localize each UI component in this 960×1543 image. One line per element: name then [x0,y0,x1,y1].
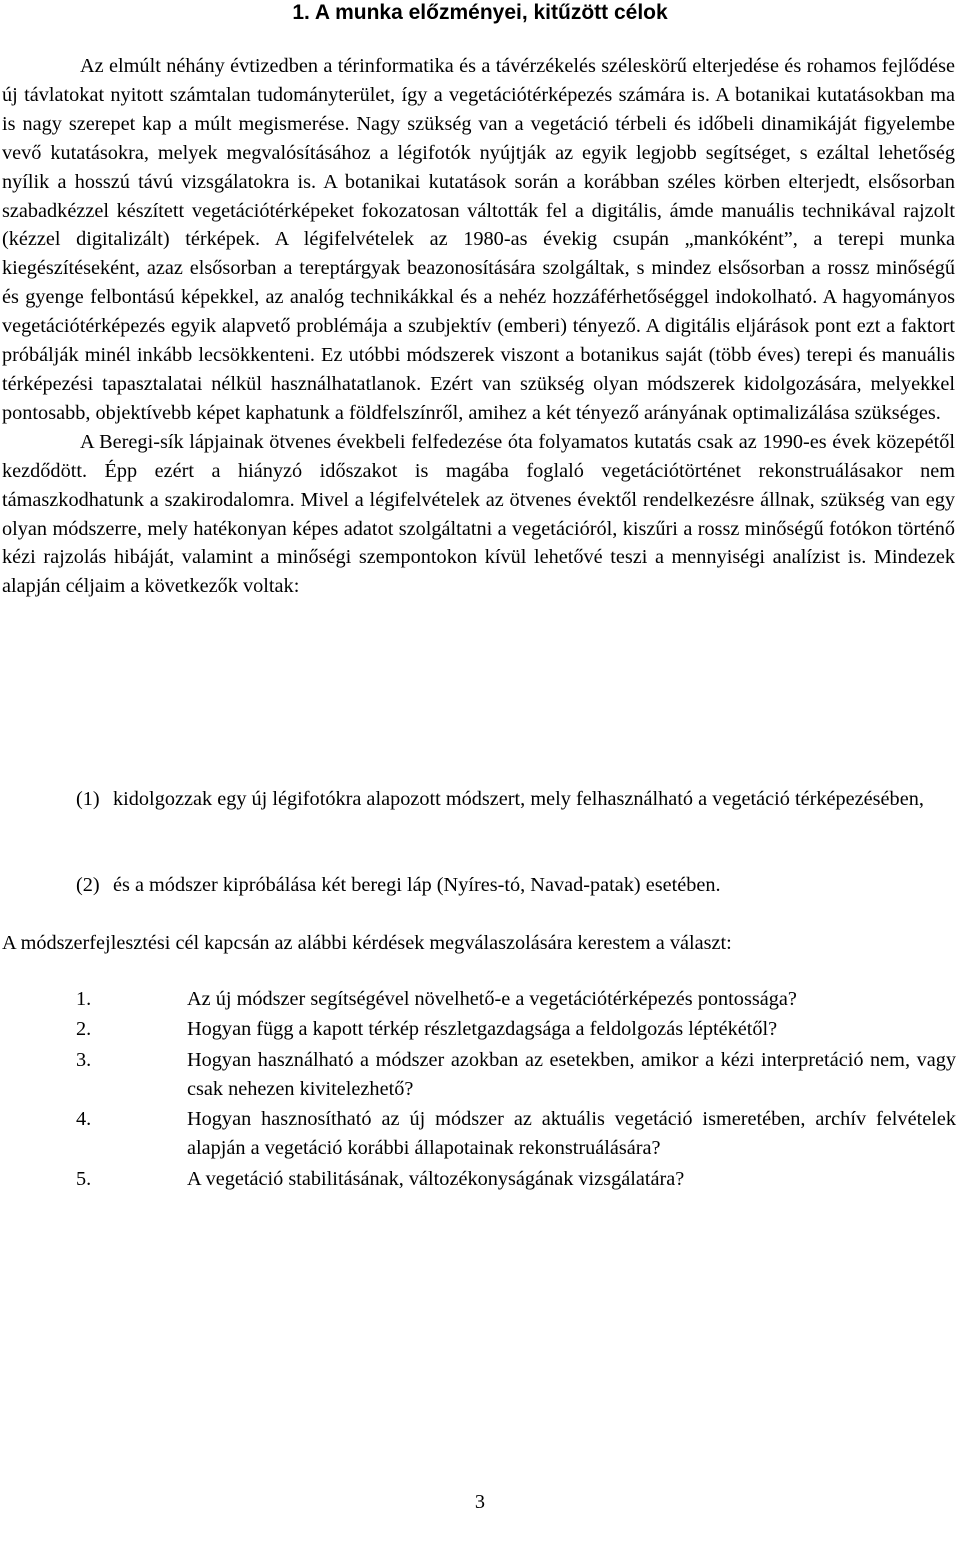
goal-item [76,871,956,900]
question-item [76,1046,956,1105]
question-item [76,1165,956,1194]
paragraph-1: Az elmúlt néhány évtizedben a térinformatika és a távérzékelés széleskörű elterjedése és rohamos fejlődése új távlatokat nyitott számtalan tudományterület, így a vegetációtérképezés számára is. A botanikai kutatásokban ma is nagy szerepet kap a múlt megismerése. Nagy szükség van a vegetáció térbeli és időbeli dinamikáját figyelembe vevő kutatásokra, melyek megvalósításához a légifotók nyújtják az egyik legjobb segítséget, s ezáltal lehetőség nyílik a hosszú távú vizsgálatokra is. A botanikai kutatások során a korábban széles körben elterjedt, elsősorban szabadkézzel készített vegetációtérképeket fokozatosan váltották fel a digitális, ámde manuális technikával rajzolt (kézzel digitalizált) térképek. A légifelvételek az 1980-as évekig csupán „mankóként”, a terepi munka kiegészítéseként, azaz elsősorban a tereptárgyak beazonosítására szolgáltak, s mindez elsősorban a rossz minőségű és gyenge felbontású képekkel, az analóg technikákkal és a nehéz hozzáférhetőséggel indokolható. A hagyományos vegetációtérképezés egyik alapvető problémája a szubjektív (emberi) tényező. A digitális eljárások pont ezt a faktort próbálják minél inkább lecsökkenteni. Ez utóbbi módszerek viszont a botanikus saját (több éves) terepi és manuális térképezési tapasztalatai nélkül használhatatlanok. Ezért van szükség olyan módszerek kidolgozására, melyekkel pontosabb, objektívebb képet kaphatunk a földfelszínről, amihez a két tényező arányának optimalizálása szükséges. [2,55,955,424]
questions-intro: A módszerfejlesztési cél kapcsán az alábbi kérdések megválaszolására kerestem a választ: [2,932,732,954]
question-text: Hogyan hasznosítható az új módszer az aktuális vegetáció ismeretében, archív felvételek alapján a vegetáció korábbi állapotainak rekonstruálására? [187,1108,956,1160]
section-heading: 1. A munka előzményei, kitűzött célok [292,1,668,24]
goal-number: (2) [76,874,100,896]
question-text: Az új módszer segítségével növelhető-e a vegetációtérképezés pontossága? [187,988,797,1010]
question-number: 4. [76,1108,92,1131]
question-item [76,985,956,1014]
goal-text: kidolgozzak egy új légifotókra alapozott módszert, mely felhasználható a vegetáció térképezésében, [113,788,924,810]
question-text: Hogyan függ a kapott térkép részletgazdagsága a feldolgozás léptékétől? [187,1018,778,1041]
questions-list [76,985,956,1195]
question-number: 2. [76,1018,92,1041]
question-text: A vegetáció stabilitásának, változékonyságának vizsgálatára? [187,1167,685,1190]
question-number: 3. [76,1048,92,1071]
question-text: Hogyan használható a módszer azokban az esetekben, amikor a kézi interpretáció nem, vagy csak nehezen kivitelezhető? [187,1048,956,1100]
goal-text: és a módszer kipróbálása két beregi láp (Nyíres-tó, Navad-patak) esetében. [113,874,721,896]
question-item [76,1105,956,1164]
question-number: 5. [76,1167,92,1190]
paragraph-2: A Beregi-sík lápjainak ötvenes évekbeli felfedezése óta folyamatos kutatás csak az 1990-es évek közepétől kezdődött. Épp ezért a hiányzó időszakot is magába foglaló vegetációtörténet rekonstruálásakor nem támaszkodhatunk a szakirodalomra. Mivel a légifelvételek az ötvenes évektől rendelkezésre állnak, szükség van egy olyan módszerre, mely hatékonyan képes adatot szolgáltatni a vegetációról, kiszűri a rossz minőségű fotókon történő kézi rajzolás hibáját, valamint a minőségi szempontokon kívül lehetővé teszi a mennyiségi analízist is. Mindezek alapján céljaim a következők voltak: [2,430,955,598]
goal-number: (1) [76,788,100,810]
page-number: 3 [474,1491,486,1513]
body-text [2,52,955,601]
question-item [76,1015,956,1044]
question-number: 1. [76,988,92,1010]
goal-item [76,785,956,814]
